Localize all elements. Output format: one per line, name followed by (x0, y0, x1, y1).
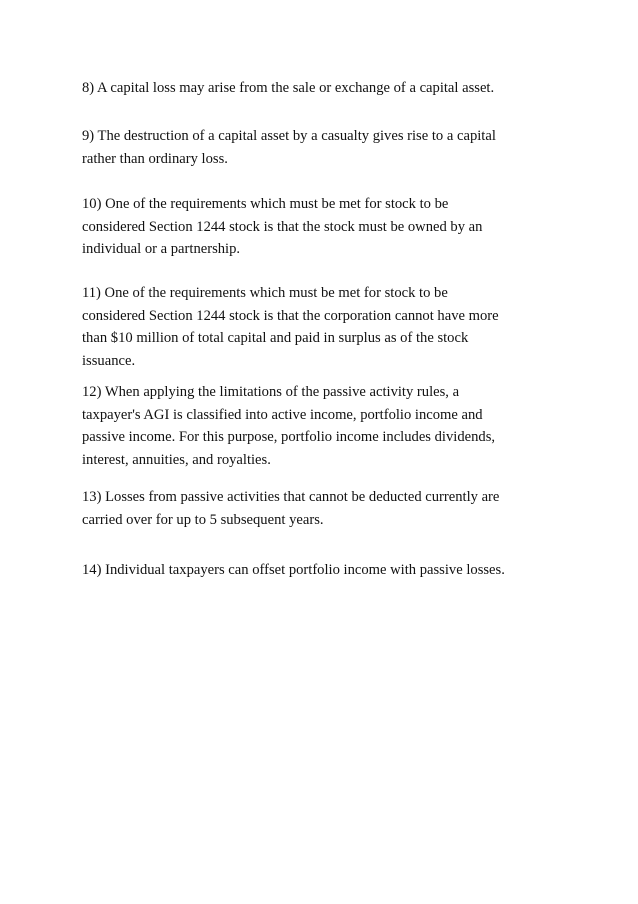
question-11-line-4: issuance. (82, 352, 136, 369)
question-9-line-1: 9) The destruction of a capital asset by a casualty gives rise to a capital (82, 128, 496, 144)
question-12 (82, 381, 557, 471)
question-12-line-4: interest, annuities, and royalties. (82, 451, 271, 468)
question-10-line-2: considered Section 1244 stock is that the stock must be owned by an (82, 218, 483, 235)
question-13-line-2: carried over for up to 5 subsequent years. (82, 511, 324, 528)
question-12-line-3: passive income. For this purpose, portfolio income includes dividends, (82, 429, 496, 445)
question-13 (82, 486, 557, 531)
question-12-line-1: 12) When applying the limitations of the passive activity rules, a (82, 384, 460, 400)
question-11-line-3: than $10 million of total capital and paid in surplus as of the stock (82, 330, 469, 346)
question-12-line-2: taxpayer's AGI is classified into active income, portfolio income and (82, 406, 483, 423)
question-9 (82, 125, 557, 170)
question-8 (82, 77, 557, 100)
question-11-line-2: considered Section 1244 stock is that the corporation cannot have more (82, 307, 499, 324)
question-10-line-3: individual or a partnership. (82, 241, 241, 257)
question-10 (82, 193, 557, 261)
question-13-line-1: 13) Losses from passive activities that cannot be deducted currently are (82, 489, 500, 505)
question-9-line-2: rather than ordinary loss. (82, 150, 228, 167)
question-11-line-1: 11) One of the requirements which must be met for stock to be (82, 285, 448, 301)
question-11 (82, 282, 557, 372)
question-14 (82, 559, 557, 582)
question-8-line-1: 8) A capital loss may arise from the sale or exchange of a capital asset. (82, 80, 495, 96)
question-10-line-1: 10) One of the requirements which must be met for stock to be (82, 196, 449, 212)
question-14-line-1: 14) Individual taxpayers can offset portfolio income with passive losses. (82, 562, 505, 578)
